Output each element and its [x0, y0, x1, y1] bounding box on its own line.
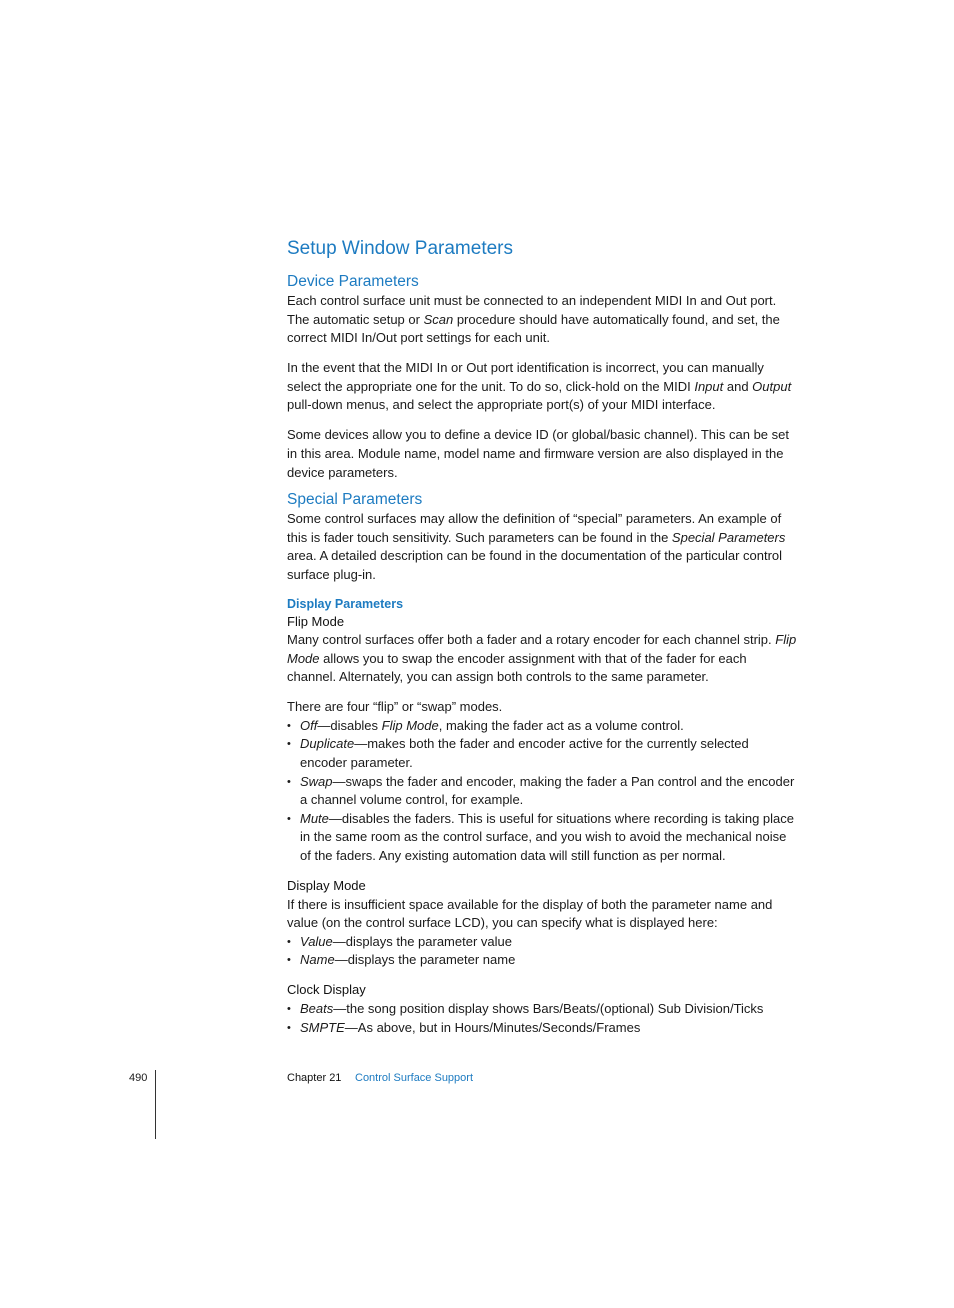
flip-mode-list: [287, 717, 799, 866]
subsection-heading-display: Display Parameters: [287, 596, 404, 611]
heading-flip-mode: Flip Mode: [287, 613, 345, 629]
text-run: , making the fader act as a volume control.: [438, 717, 684, 733]
special-paragraph-1: [287, 510, 799, 584]
list-term: Swap: [300, 773, 333, 789]
section-heading-device: Device Parameters: [287, 273, 419, 290]
text-run: —As above, but in Hours/Minutes/Seconds/Frames: [344, 1019, 641, 1035]
text-run-italic: Scan: [423, 311, 454, 327]
clock-display-list: [287, 1000, 799, 1037]
text-run: —makes both the fader and encoder active for the currently selected encoder parameter.: [300, 736, 749, 771]
list-term: SMPTE: [300, 1019, 345, 1035]
heading-clock-display: Clock Display: [287, 982, 366, 998]
display-mode-list: [287, 933, 799, 970]
text-run: —displays the parameter name: [334, 952, 516, 968]
text-run: procedure should have automatically found, and set, the correct MIDI In/Out port settings for each unit.: [287, 311, 780, 346]
text-run: and: [723, 378, 753, 394]
footer-chapter-title: Control Surface Support: [355, 1072, 474, 1084]
text-run: Many control surfaces offer both a fader and a rotary encoder for each channel strip.: [287, 632, 776, 648]
text-run: —disables the faders. This is useful for situations where recording is taking place in the same room as the control surface, and you wish to avoid the mechanical noise of the faders. Any existing automation data will still function as per normal.: [300, 810, 795, 864]
text-run: In the event that the MIDI In or Out port identification is incorrect, you can manually select the appropriate one for the unit. To do so, click-hold on the MIDI: [287, 360, 764, 394]
text-run: pull-down menus, and select the appropriate port(s) of your MIDI interface.: [287, 397, 716, 413]
text-run-italic: Output: [752, 378, 792, 394]
device-paragraph-3: Some devices allow you to define a device ID (or global/basic channel). This can be set in this area. Module name, model name and firmware version are also displayed in the device parameters.: [287, 427, 789, 480]
text-run-italic: Input: [694, 378, 724, 394]
list-term: Beats: [300, 1000, 334, 1016]
list-term: Name: [300, 952, 335, 968]
heading-display-mode: Display Mode: [287, 878, 366, 893]
text-run: —swaps the fader and encoder, making the fader a Pan control and the encoder a channel volume control, for example.: [300, 773, 795, 808]
device-paragraph-1: [287, 292, 799, 348]
list-term: Mute: [300, 810, 329, 826]
display-mode-paragraph: If there is insufficient space available for the display of both the parameter name and value (on the control surface LCD), you can specify what is displayed here:: [287, 896, 773, 931]
list-item: [287, 951, 799, 970]
text-run: area. A detailed description can be found in the documentation of the particular control surface plug-in.: [287, 548, 783, 582]
text-run-italic: Special Parameters: [671, 529, 786, 545]
text-run-italic: Flip Mode: [381, 717, 439, 733]
list-item: [287, 933, 799, 952]
page-title: Setup Window Parameters: [287, 238, 513, 259]
list-item: [287, 735, 799, 772]
text-run-italic: Flip Mode: [287, 632, 797, 666]
page-content: [287, 236, 799, 1049]
list-item: [287, 717, 799, 736]
device-paragraph-2: [287, 359, 799, 415]
list-term: Duplicate: [300, 736, 355, 752]
flip-intro: There are four “flip” or “swap” modes.: [287, 699, 503, 715]
list-term: Off: [300, 717, 318, 733]
list-item: [287, 810, 799, 866]
page-number: 490: [129, 1072, 148, 1084]
list-item: [287, 1019, 799, 1038]
footer-chapter: Chapter 21: [287, 1072, 342, 1084]
text-run: —the song position display shows Bars/Beats/(optional) Sub Division/Ticks: [333, 1000, 764, 1016]
text-run: allows you to swap the encoder assignment with that of the fader for each channel. Alternately, you can assign both controls to the same parameter.: [287, 650, 747, 685]
text-run: Some control surfaces may allow the definition of “special” parameters. An example of this is fader touch sensitivity. Such parameters can be found in the: [287, 511, 782, 545]
list-item: [287, 773, 799, 810]
text-run: —disables: [317, 717, 382, 733]
section-heading-special: Special Parameters: [287, 491, 423, 509]
text-run: Each control surface unit must be connected to an independent MIDI In and Out port. The automatic setup or: [287, 293, 777, 327]
flip-paragraph-1: [287, 631, 799, 687]
list-item: [287, 1000, 799, 1019]
text-run: —displays the parameter value: [332, 933, 512, 949]
list-term: Value: [300, 933, 333, 949]
page-footer: [0, 1070, 954, 1090]
